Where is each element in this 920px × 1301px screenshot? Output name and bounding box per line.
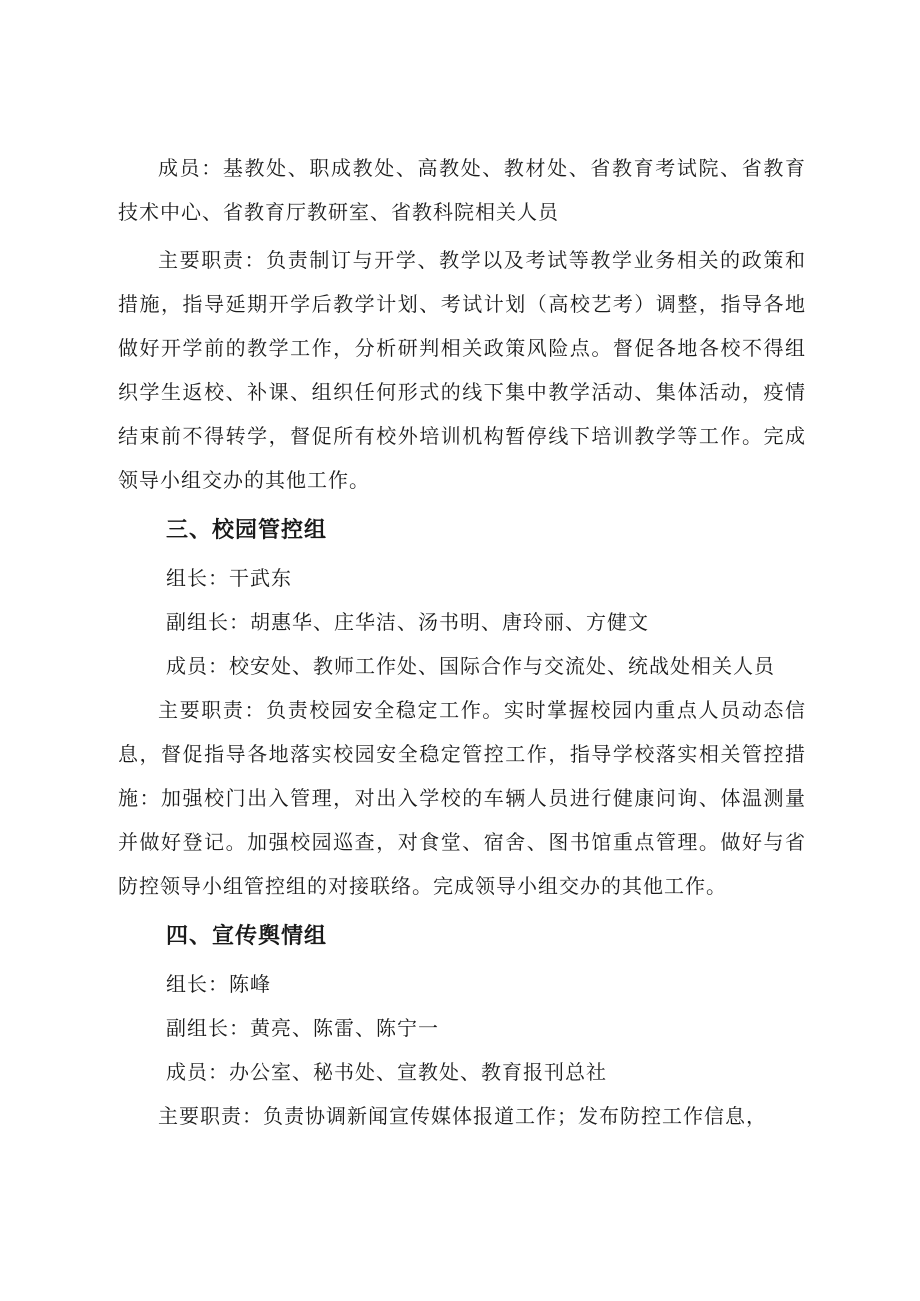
section-three-members: 成员：校安处、教师工作处、国际合作与交流处、统战处相关人员 (166, 654, 775, 678)
section-four-members: 成员：办公室、秘书处、宣教处、教育报刊总社 (166, 1060, 607, 1084)
section-four-heading: 四、宣传舆情组 (166, 924, 328, 949)
section-four-leader: 组长：陈峰 (166, 972, 271, 996)
section-two-members: 成员：基教处、职成教处、高教处、教材处、省教育考试院、省教育技术中心、省教育厅教研室、省教科院相关人员 (118, 156, 806, 224)
section-three-leader: 组长：干武东 (166, 566, 292, 590)
section-two-duties: 主要职责：负责制订与开学、教学以及考试等教学业务相关的政策和措施，指导延期开学后教学计划、考试计划（高校艺考）调整，指导各地做好开学前的教学工作，分析研判相关政策风险点。督促各地各校不得组织学生返校、补课、组织任何形式的线下集中教学活动、集体活动，疫情结束前不得转学，督促所有校外培训机构暂停线下培训教学等工作。完成领导小组交办的其他工作。 (118, 248, 806, 492)
section-three-heading: 三、校园管控组 (166, 518, 328, 543)
section-four-deputy: 副组长：黄亮、陈雷、陈宁一 (166, 1016, 439, 1040)
section-four-duties: 主要职责：负责协调新闻宣传媒体报道工作；发布防控工作信息， (158, 1104, 767, 1128)
section-three-duties: 主要职责：负责校园安全稳定工作。实时掌握校园内重点人员动态信息，督促指导各地落实校园安全稳定管控工作，指导学校落实相关管控措施：加强校门出入管理，对出入学校的车辆人员进行健康问询、体温测量并做好登记。加强校园巡查，对食堂、宿舍、图书馆重点管理。做好与省防控领导小组管控组的对接联络。完成领导小组交办的其他工作。 (118, 698, 806, 898)
document-page (118, 146, 806, 1138)
section-three-deputy: 副组长：胡惠华、庄华洁、汤书明、唐玲丽、方健文 (166, 610, 649, 634)
